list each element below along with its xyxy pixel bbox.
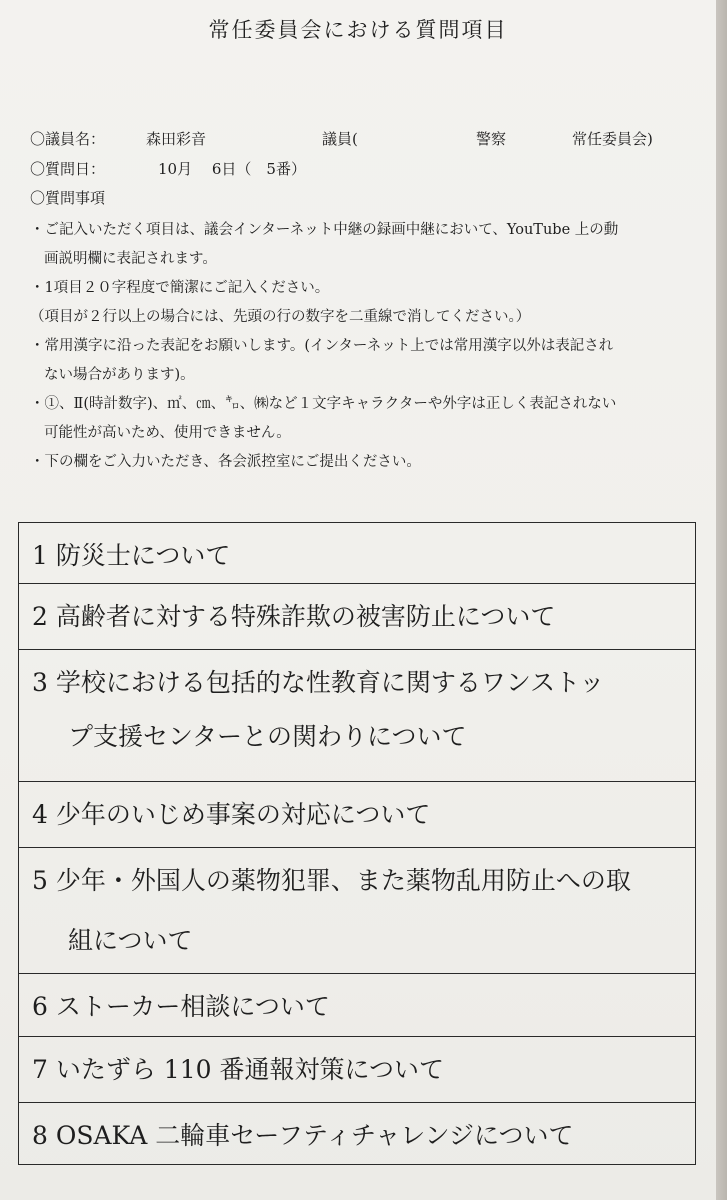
question-text-continued: プ支援センターとの関わりについて <box>68 722 467 751</box>
question-text: 3 学校における包括的な性教育に関するワンストッ <box>32 668 605 697</box>
question-row <box>18 584 696 650</box>
member-suffix: 議員( <box>322 130 358 148</box>
notes-label: 〇質問事項 <box>30 189 106 207</box>
committee-name: 警察 <box>476 130 507 148</box>
member-label: 〇議員名： <box>30 130 106 148</box>
instruction-line: ない場合があります)。 <box>44 367 195 383</box>
question-row <box>18 974 696 1037</box>
question-text-continued: 組について <box>68 926 193 955</box>
instructions-list <box>30 216 690 477</box>
date-label: 〇質問日： <box>30 160 106 178</box>
instruction-line: （項目が２行以上の場合には、先頭の行の数字を二重線で消してください。） <box>30 309 531 325</box>
question-text: 4 少年のいじめ事案の対応について <box>32 800 431 829</box>
question-row <box>18 523 696 584</box>
question-text: 5 少年・外国人の薬物犯罪、また薬物乱用防止への取 <box>32 866 631 895</box>
committee-suffix: 常任委員会) <box>572 130 653 148</box>
question-text: 2 高齢者に対する特殊詐欺の被害防止について <box>32 602 556 631</box>
instruction-line: ・ご記入いただく項目は、議会インターネット中継の録画中継において、YouTube 上の動 <box>30 222 619 238</box>
question-row <box>18 848 696 974</box>
page-edge-shadow <box>716 0 727 1200</box>
question-text: 6 ストーカー相談について <box>32 992 330 1021</box>
date-value: 10月 6日（ 5番） <box>158 160 306 178</box>
page-title: 常任委員会における質問項目 <box>208 18 508 42</box>
instruction-line: ・下の欄をご入力いただき、各会派控室にご提出ください。 <box>30 454 421 470</box>
instruction-line: ・①、Ⅱ(時計数字)、㎡、㎝、㌔、㈱など１文字キャラクターや外字は正しく表記されない <box>30 396 617 412</box>
question-text: 8 OSAKA 二輪車セーフティチャレンジについて <box>32 1121 574 1150</box>
question-row <box>18 782 696 848</box>
instruction-line: 画説明欄に表記されます。 <box>44 251 217 267</box>
question-row <box>18 1103 696 1165</box>
question-text: 7 いたずら 110 番通報対策について <box>32 1055 444 1084</box>
instruction-line: ・常用漢字に沿った表記をお願いします。(インターネット上では常用漢字以外は表記され <box>30 338 614 354</box>
member-name: 森田彩音 <box>146 130 207 148</box>
instruction-line: ・1項目２０字程度で簡潔にご記入ください。 <box>30 280 330 296</box>
question-items-table <box>18 522 696 1165</box>
question-text: 1 防災士について <box>32 541 231 570</box>
question-row <box>18 650 696 782</box>
question-row <box>18 1037 696 1103</box>
instruction-line: 可能性が高いため、使用できません。 <box>44 425 291 441</box>
